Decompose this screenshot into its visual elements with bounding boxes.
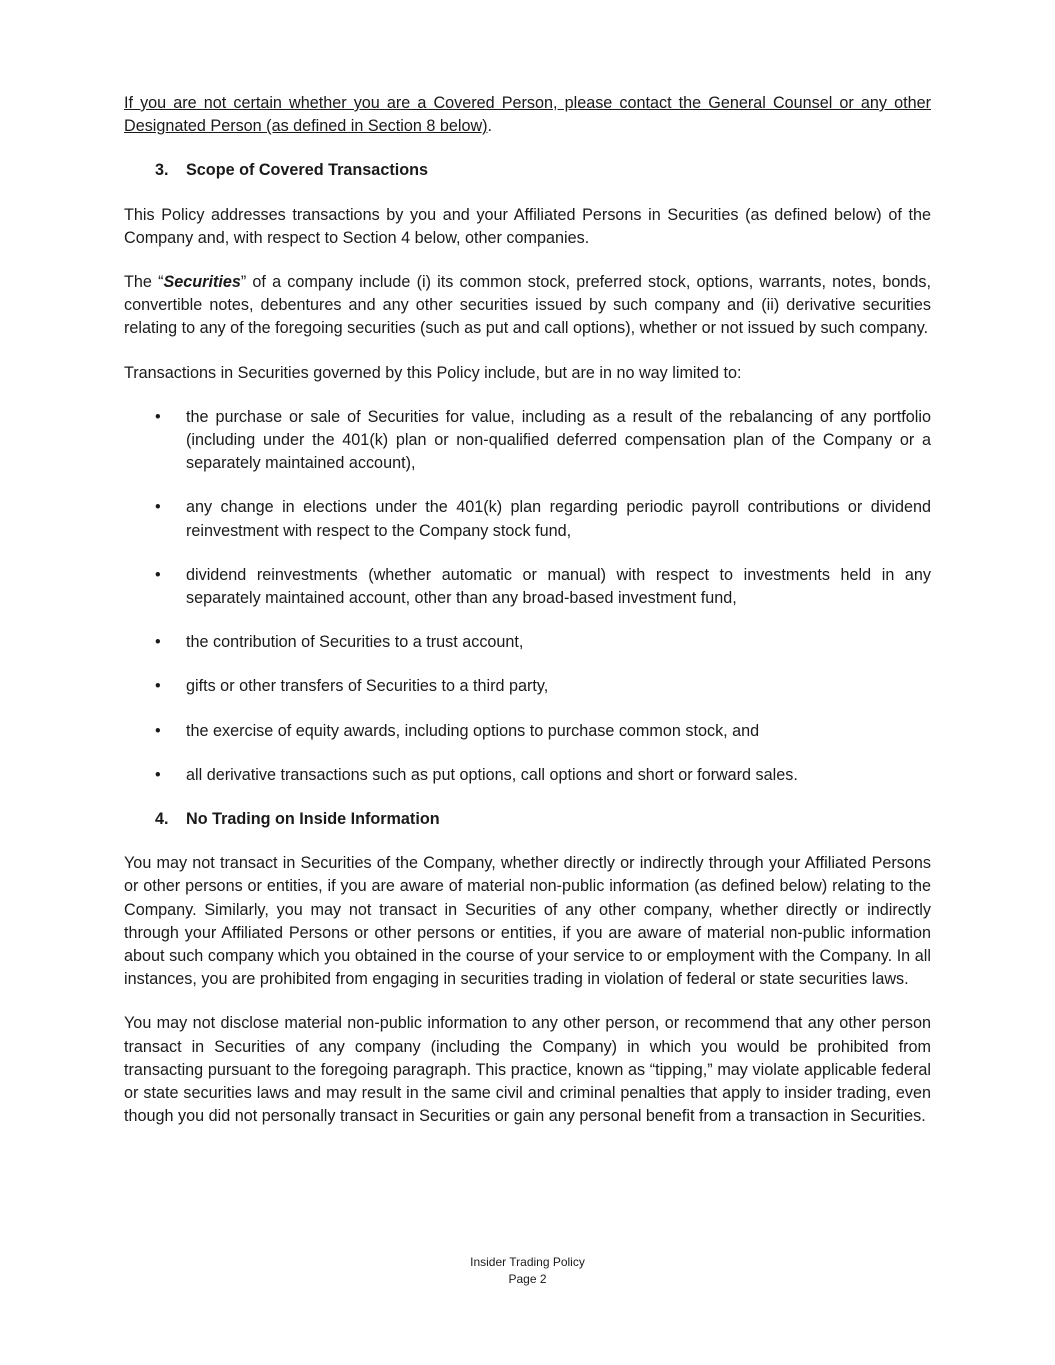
securities-definition-text: ” of a company include (i) its common stock, preferred stock, options, warrants, notes, bonds, convertible notes, debentures and any other securities issued by such company and (ii) derivative securities relating to any of the foregoing securities (such as put and call options), whether or not issued by such company. [124, 273, 931, 338]
list-item-text: the purchase or sale of Securities for value, including as a result of the rebalancing of any portfolio (including under the 401(k) plan or non-qualified deferred compensation plan of the Company or a separately maintained account), [186, 407, 931, 473]
intro-period: . [487, 117, 493, 136]
section-4-title: No Trading on Inside Information [186, 810, 440, 829]
list-item-text: any change in elections under the 401(k) plan regarding periodic payroll contributions or dividend reinvestment with respect to the Company stock fund, [186, 498, 931, 540]
list-item [124, 631, 931, 654]
intro-underlined-text: If you are not certain whether you are a Covered Person, please contact the General Counsel or any other Designated Person (as defined in Section 8 below) [124, 94, 931, 136]
section-4-number: 4. [155, 810, 169, 829]
list-item-text: all derivative transactions such as put options, call options and short or forward sales. [186, 765, 798, 784]
page-number: Page 2 [508, 1272, 547, 1286]
section-3-paragraph-1: This Policy addresses transactions by you and your Affiliated Persons in Securities (as defined below) of the Company and, with respect to Section 4 below, other companies. [124, 205, 931, 247]
list-item [124, 764, 931, 787]
securities-term: Securities [163, 273, 241, 292]
section-3-heading [155, 159, 931, 182]
bullet-icon: • [155, 633, 161, 652]
list-item [124, 564, 931, 610]
transactions-list [124, 406, 931, 787]
section-4-heading [155, 808, 931, 831]
bullet-icon: • [155, 407, 161, 426]
bullet-icon: • [155, 565, 161, 584]
intro-paragraph [124, 92, 931, 138]
list-item-text: gifts or other transfers of Securities to a third party, [186, 677, 549, 696]
section-4-paragraph-2: You may not disclose material non-public information to any other person, or recommend that any other person transact in Securities of any company (including the Company) in which you would be prohibited from transacting pursuant to the foregoing paragraph. This practice, known as “tipping,” may violate applicable federal or state securities laws and may result in the same civil and criminal penalties that apply to insider trading, even though you did not personally transact in Securities or gain any personal benefit from a transaction in Securities. [124, 1014, 931, 1126]
bullet-icon: • [155, 498, 161, 517]
list-item [124, 496, 931, 542]
list-item-text: dividend reinvestments (whether automatic or manual) with respect to investments held in any separately maintained account, other than any broad-based investment fund, [186, 565, 931, 608]
section-3-number: 3. [155, 161, 169, 180]
list-item [124, 675, 931, 698]
bullet-icon: • [155, 765, 161, 784]
list-item-text: the exercise of equity awards, including options to purchase common stock, and [186, 721, 760, 740]
document-page [124, 92, 931, 1129]
transactions-intro-paragraph: Transactions in Securities governed by this Policy include, but are in no way limited to: [124, 363, 742, 382]
bullet-icon: • [155, 677, 161, 696]
quote-open: The “ [124, 273, 164, 292]
footer-title: Insider Trading Policy [470, 1255, 585, 1269]
section-3-title: Scope of Covered Transactions [186, 161, 428, 180]
list-item [124, 720, 931, 743]
list-item-text: the contribution of Securities to a trust account, [186, 633, 524, 652]
list-item [124, 406, 931, 476]
bullet-icon: • [155, 721, 161, 740]
page-footer [0, 1254, 1055, 1288]
section-4-paragraph-1: You may not transact in Securities of the Company, whether directly or indirectly through your Affiliated Persons or other persons or entities, if you are aware of material non-public information (as defined below) relating to the Company. Similarly, you may not transact in Securities of any other company, whether directly or indirectly through your Affiliated Persons or other persons or entities, if you are aware of material non-public information about such company which you obtained in the course of your service to or employment with the Company. In all instances, you are prohibited from engaging in securities trading in violation of federal or state securities laws. [124, 854, 931, 989]
securities-definition-paragraph [124, 271, 931, 341]
